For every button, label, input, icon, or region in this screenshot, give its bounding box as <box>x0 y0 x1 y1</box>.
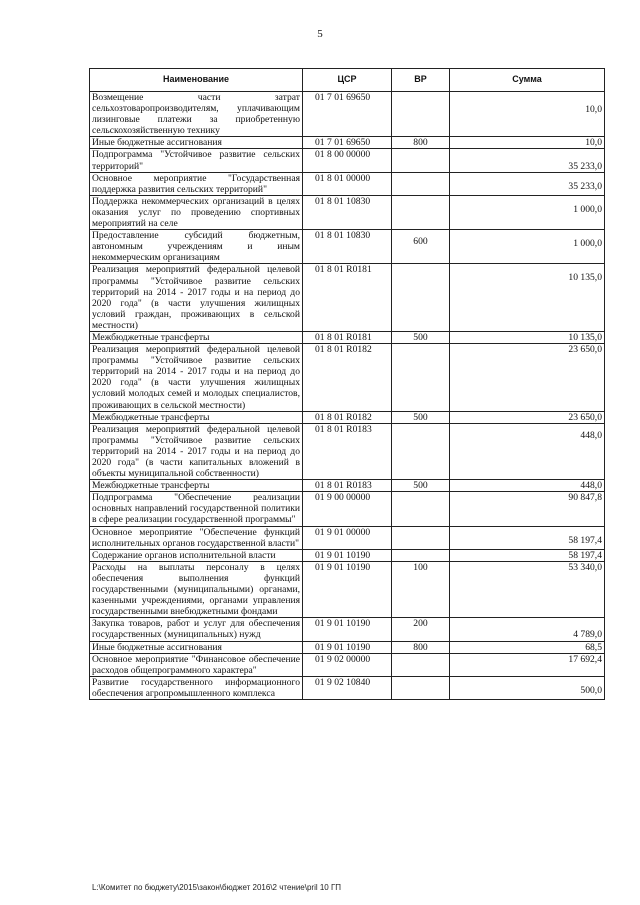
row-vr <box>392 264 450 332</box>
row-csr: 01 8 01 10830 <box>303 230 392 264</box>
table-row <box>90 526 605 549</box>
row-vr <box>392 172 450 195</box>
row-vr: 200 <box>392 618 450 641</box>
row-vr <box>392 492 450 526</box>
row-name: Подпрограмма "Обеспечение реализации основных направлений государственной политики в сфере реализации государственной программы" <box>90 492 303 526</box>
row-csr: 01 8 01 R0182 <box>303 344 392 412</box>
row-csr: 01 9 01 10190 <box>303 561 392 617</box>
row-name: Поддержка некоммерческих организаций в целях оказания услуг по проведению спортивных мероприятий на селе <box>90 195 303 229</box>
row-name: Межбюджетные трансферты <box>90 331 303 343</box>
table-row <box>90 561 605 617</box>
table-row <box>90 264 605 332</box>
row-name: Реализация мероприятий федеральной целевой программы "Устойчивое развитие сельских территорий на 2014 - 2017 годы и на период до 2020 года" (в части улучшения жилищных условий граждан, проживающих в сельской местности) <box>90 264 303 332</box>
row-vr <box>392 149 450 172</box>
row-name: Возмещение части затрат сельхозтоваропроизводителям, уплачивающим лизинговые платежи за приобретенную сельскохозяйственную технику <box>90 92 303 137</box>
row-csr: 01 9 01 00000 <box>303 526 392 549</box>
table-row <box>90 92 605 137</box>
row-sum: 4 789,0 <box>450 618 605 641</box>
row-vr: 600 <box>392 230 450 264</box>
row-csr: 01 9 01 10190 <box>303 618 392 641</box>
row-vr <box>392 344 450 412</box>
table-row <box>90 137 605 149</box>
header-sum: Сумма <box>450 69 605 92</box>
table-row <box>90 480 605 492</box>
row-sum: 10 135,0 <box>450 264 605 332</box>
row-sum: 1 000,0 <box>450 230 605 264</box>
row-sum: 17 692,4 <box>450 653 605 676</box>
row-vr: 100 <box>392 561 450 617</box>
row-name: Реализация мероприятий федеральной целевой программы "Устойчивое развитие сельских территорий на 2014 - 2017 годы и на период до 2020 года" (в части капитальных вложений в объекты муниципальной собственности) <box>90 423 303 479</box>
row-sum: 10,0 <box>450 92 605 137</box>
row-sum: 10 135,0 <box>450 331 605 343</box>
row-sum: 58 197,4 <box>450 526 605 549</box>
row-sum: 10,0 <box>450 137 605 149</box>
table-row <box>90 331 605 343</box>
row-name: Содержание органов исполнительной власти <box>90 549 303 561</box>
row-sum: 68,5 <box>450 641 605 653</box>
row-name: Подпрограмма "Устойчивое развитие сельских территорий" <box>90 149 303 172</box>
row-csr: 01 8 01 R0181 <box>303 331 392 343</box>
row-sum: 23 650,0 <box>450 344 605 412</box>
row-name: Межбюджетные трансферты <box>90 411 303 423</box>
file-path-footer: L:\Комитет по бюджету\2015\закон\бюджет 2016\2 чтение\pril 10 ГП <box>92 883 342 892</box>
table-row <box>90 653 605 676</box>
row-vr <box>392 423 450 479</box>
row-name: Предоставление субсидий бюджетным, автономным учреждениям и иным некоммерческим организациям <box>90 230 303 264</box>
row-vr: 800 <box>392 137 450 149</box>
page-number: 5 <box>317 28 323 40</box>
row-csr: 01 9 02 10840 <box>303 676 392 699</box>
row-sum: 58 197,4 <box>450 549 605 561</box>
row-vr <box>392 549 450 561</box>
row-csr: 01 7 01 69650 <box>303 92 392 137</box>
row-csr: 01 8 01 10830 <box>303 195 392 229</box>
table-row <box>90 195 605 229</box>
table-header-row <box>90 69 605 92</box>
row-name: Иные бюджетные ассигнования <box>90 137 303 149</box>
row-name: Межбюджетные трансферты <box>90 480 303 492</box>
row-name: Основное мероприятие "Финансовое обеспечение расходов общепрограммного характера" <box>90 653 303 676</box>
table-row <box>90 492 605 526</box>
table-row <box>90 549 605 561</box>
table-row <box>90 423 605 479</box>
row-vr: 500 <box>392 331 450 343</box>
row-csr: 01 9 01 10190 <box>303 549 392 561</box>
row-vr <box>392 526 450 549</box>
row-sum: 35 233,0 <box>450 172 605 195</box>
row-sum: 23 650,0 <box>450 411 605 423</box>
row-name: Основное мероприятие "Государственная поддержка развития сельских территорий" <box>90 172 303 195</box>
row-name: Основное мероприятие "Обеспечение функций исполнительных органов государственной власти" <box>90 526 303 549</box>
row-csr: 01 8 00 00000 <box>303 149 392 172</box>
row-vr <box>392 92 450 137</box>
budget-table <box>89 68 605 700</box>
table-row <box>90 230 605 264</box>
row-name: Расходы на выплаты персоналу в целях обеспечения выполнения функций государственными (муниципальными) органами, казенными учреждениями, органами управления государственными внебюджетными фондами <box>90 561 303 617</box>
row-sum: 448,0 <box>450 423 605 479</box>
row-csr: 01 8 01 R0182 <box>303 411 392 423</box>
row-csr: 01 8 01 R0183 <box>303 480 392 492</box>
header-name: Наименование <box>90 69 303 92</box>
row-name: Реализация мероприятий федеральной целевой программы "Устойчивое развитие сельских территорий на 2014 - 2017 годы и на период до 2020 года" (в части улучшения жилищных условий молодых семей и молодых специалистов, проживающих в сельской местности) <box>90 344 303 412</box>
row-sum: 35 233,0 <box>450 149 605 172</box>
row-sum: 53 340,0 <box>450 561 605 617</box>
header-csr: ЦСР <box>303 69 392 92</box>
row-vr <box>392 676 450 699</box>
row-csr: 01 9 01 10190 <box>303 641 392 653</box>
row-vr <box>392 653 450 676</box>
row-vr <box>392 195 450 229</box>
row-csr: 01 8 01 R0181 <box>303 264 392 332</box>
table-row <box>90 618 605 641</box>
row-name: Закупка товаров, работ и услуг для обеспечения государственных (муниципальных) нужд <box>90 618 303 641</box>
table-row <box>90 411 605 423</box>
row-csr: 01 9 00 00000 <box>303 492 392 526</box>
row-sum: 448,0 <box>450 480 605 492</box>
row-name: Иные бюджетные ассигнования <box>90 641 303 653</box>
table-row <box>90 172 605 195</box>
row-sum: 500,0 <box>450 676 605 699</box>
row-csr: 01 9 02 00000 <box>303 653 392 676</box>
row-vr: 500 <box>392 411 450 423</box>
row-vr: 500 <box>392 480 450 492</box>
table-row <box>90 676 605 699</box>
row-csr: 01 8 01 00000 <box>303 172 392 195</box>
table-row <box>90 641 605 653</box>
table-row <box>90 149 605 172</box>
row-csr: 01 8 01 R0183 <box>303 423 392 479</box>
row-sum: 90 847,8 <box>450 492 605 526</box>
table-row <box>90 344 605 412</box>
row-vr: 800 <box>392 641 450 653</box>
row-name: Развитие государственного информационного обеспечения агропромышленного комплекса <box>90 676 303 699</box>
row-csr: 01 7 01 69650 <box>303 137 392 149</box>
row-sum: 1 000,0 <box>450 195 605 229</box>
header-vr: ВР <box>392 69 450 92</box>
